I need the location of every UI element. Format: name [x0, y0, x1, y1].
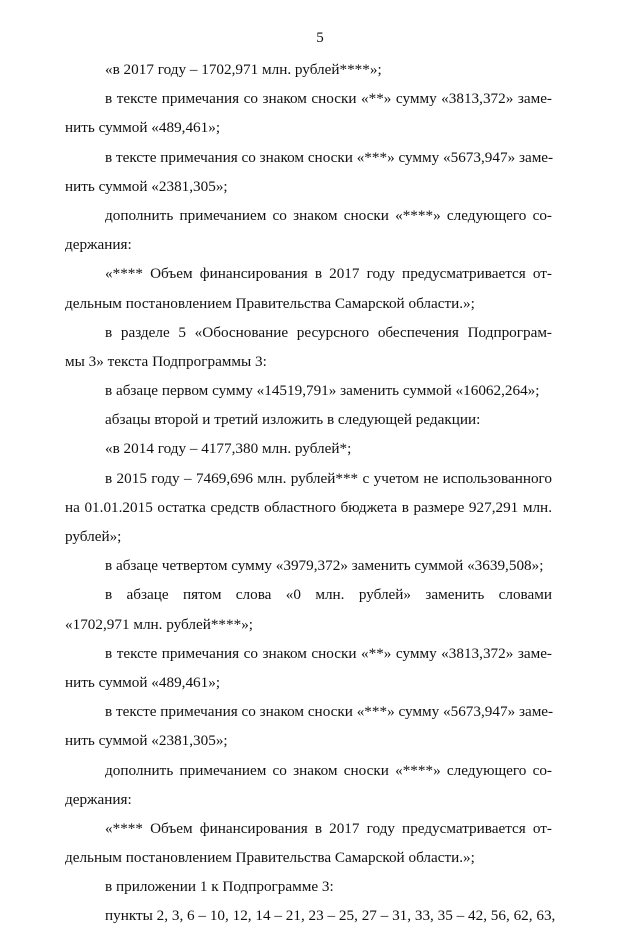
- text-line: «в 2014 году – 4177,380 млн. рублей*;: [105, 440, 352, 458]
- text-line: «в 2017 году – 1702,971 млн. рублей****»;: [105, 61, 382, 78]
- text-line: абзацы второй и третий изложить в следующей редакции:: [105, 411, 481, 429]
- text-line: рублей»;: [65, 528, 122, 545]
- document-body: [65, 55, 556, 931]
- text-line: в абзаце пятом слова «0 млн. рублей» заменить словами: [105, 586, 552, 604]
- text-line: в тексте примечания со знаком сноски «**» сумму «3813,372» заме-: [105, 90, 552, 108]
- page-number: 5: [316, 30, 324, 46]
- text-line: нить суммой «2381,305»;: [65, 732, 228, 750]
- text-line: пункты 2, 3, 6 – 10, 12, 14 – 21, 23 – 25, 27 – 31, 33, 35 – 42, 56, 62, 63,: [105, 907, 556, 925]
- text-line: нить суммой «489,461»;: [65, 119, 221, 137]
- text-line: держания:: [65, 790, 132, 808]
- text-line: в тексте примечания со знаком сноски «**» сумму «3813,372» заме-: [105, 644, 552, 662]
- text-line: «**** Объем финансирования в 2017 году предусматривается от-: [105, 265, 552, 283]
- text-line: в тексте примечания со знаком сноски «***» сумму «5673,947» заме-: [105, 148, 554, 166]
- text-line: дополнить примечанием со знаком сноски «****» следующего со-: [105, 206, 552, 224]
- text-line: дельным постановлением Правительства Самарской области.»;: [65, 849, 475, 867]
- text-line: дельным постановлением Правительства Самарской области.»;: [65, 294, 475, 312]
- text-line: на 01.01.2015 остатка средств областного бюджета в размере 927,291 млн.: [65, 498, 552, 516]
- text-line: в 2015 году – 7469,696 млн. рублей*** с учетом не использованного: [105, 469, 552, 487]
- text-line: нить суммой «489,461»;: [65, 673, 221, 691]
- text-line: в разделе 5 «Обоснование ресурсного обеспечения Подпрограм-: [105, 323, 552, 341]
- text-line: «**** Объем финансирования в 2017 году предусматривается от-: [105, 819, 552, 837]
- text-line: в абзаце первом сумму «14519,791» заменить суммой «16062,264»;: [105, 382, 540, 400]
- text-line: в приложении 1 к Подпрограмме 3:: [105, 878, 334, 896]
- text-line: дополнить примечанием со знаком сноски «****» следующего со-: [105, 761, 552, 779]
- text-line: держания:: [65, 236, 132, 254]
- text-line: мы 3» текста Подпрограммы 3:: [65, 352, 267, 370]
- text-line: нить суммой «2381,305»;: [65, 177, 228, 195]
- text-line: в тексте примечания со знаком сноски «***» сумму «5673,947» заме-: [105, 703, 554, 721]
- text-line: «1702,971 млн. рублей****»;: [65, 615, 254, 633]
- text-line: в абзаце четвертом сумму «3979,372» заменить суммой «3639,508»;: [105, 557, 544, 575]
